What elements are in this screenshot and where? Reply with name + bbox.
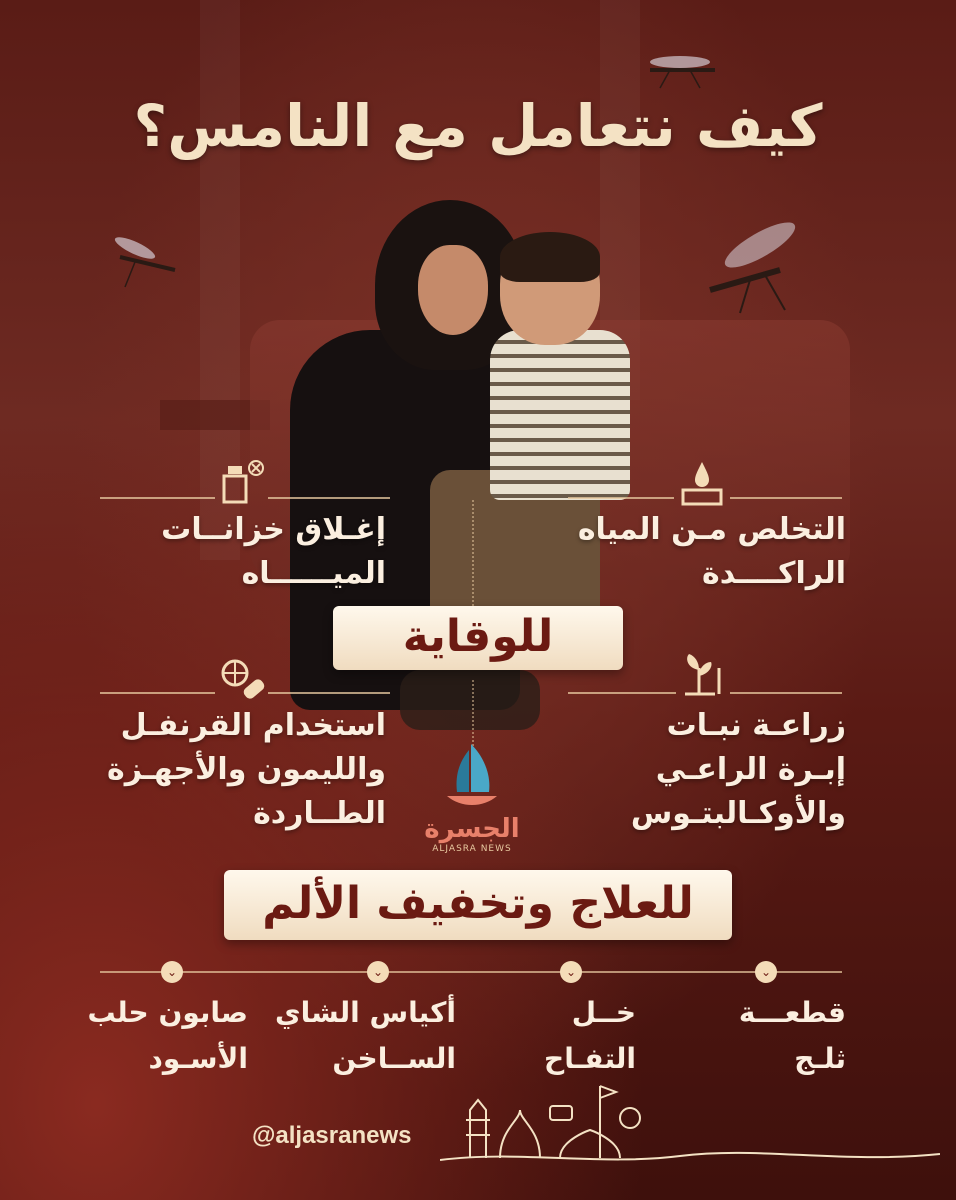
item-line: التخلص مـن المياه — [577, 512, 846, 547]
divider — [268, 497, 390, 499]
chevron-down-icon: ⌄ — [755, 961, 777, 983]
prevention-item-plants — [631, 704, 846, 836]
page-title: كيف نتعامل مع النامس؟ — [133, 92, 823, 160]
divider — [100, 692, 215, 694]
item-line: قطعـــة — [738, 996, 846, 1029]
chevron-down-icon: ⌄ — [161, 961, 183, 983]
prevention-item-water — [578, 508, 846, 596]
logo-subtitle: ALJASRA NEWS — [432, 844, 512, 854]
mosquito-icon — [690, 215, 810, 315]
divider — [100, 497, 215, 499]
item-line: الأسـود — [148, 1042, 248, 1075]
item-line: الطــاردة — [253, 796, 386, 831]
item-line: الراكــــدة — [702, 556, 846, 591]
brand-logo — [412, 742, 532, 862]
child-shirt — [490, 330, 630, 500]
item-line: صابون حلب — [87, 996, 248, 1029]
chevron-down-icon: ⌄ — [367, 961, 389, 983]
item-line: ثلـج — [794, 1042, 846, 1075]
sail-icon — [441, 742, 503, 814]
prevention-label: للوقاية — [333, 606, 623, 670]
item-line: الســاخن — [332, 1042, 456, 1075]
divider — [730, 692, 842, 694]
treatment-item-tea — [275, 990, 456, 1082]
item-line: إغـلاق خزانــات — [161, 512, 386, 547]
prevention-item-tanks — [161, 508, 386, 596]
item-line: استخدام القرنفـل — [120, 708, 386, 743]
shoes — [400, 670, 540, 730]
treatment-item-vinegar — [544, 990, 636, 1082]
logo-name: الجسرة — [424, 814, 520, 844]
divider-vertical — [472, 680, 474, 750]
water-drop-icon — [674, 458, 730, 508]
item-line: التفـاح — [544, 1042, 636, 1075]
item-line: الميــــــاه — [241, 556, 386, 591]
mother-face — [418, 245, 488, 335]
prevention-item-repellents — [107, 704, 386, 836]
lemon-clove-icon — [214, 655, 270, 705]
item-line: والليمون والأجهـزة — [107, 752, 386, 787]
item-line: زراعـة نبـات — [666, 708, 846, 743]
item-line: أكياس الشاي — [275, 996, 456, 1029]
divider — [268, 692, 390, 694]
social-handle[interactable]: @aljasranews — [252, 1122, 412, 1149]
chevron-down-icon: ⌄ — [560, 961, 582, 983]
skyline-icon — [440, 1080, 940, 1170]
item-line: إبـرة الراعـي — [655, 752, 846, 787]
item-line: خــل — [571, 996, 636, 1029]
mosquito-icon — [640, 40, 730, 90]
child-hair — [500, 232, 600, 282]
mosquito-icon — [95, 232, 185, 292]
item-line: والأوكـالبتـوس — [630, 796, 846, 831]
divider — [568, 497, 674, 499]
divider — [100, 971, 842, 973]
tank-close-icon — [213, 458, 269, 508]
treatment-item-ice — [739, 990, 846, 1082]
divider — [568, 692, 676, 694]
plant-icon — [676, 648, 732, 698]
divider — [730, 497, 842, 499]
treatment-item-soap — [87, 990, 248, 1082]
treatment-label: للعلاج وتخفيف الألم — [224, 870, 732, 940]
